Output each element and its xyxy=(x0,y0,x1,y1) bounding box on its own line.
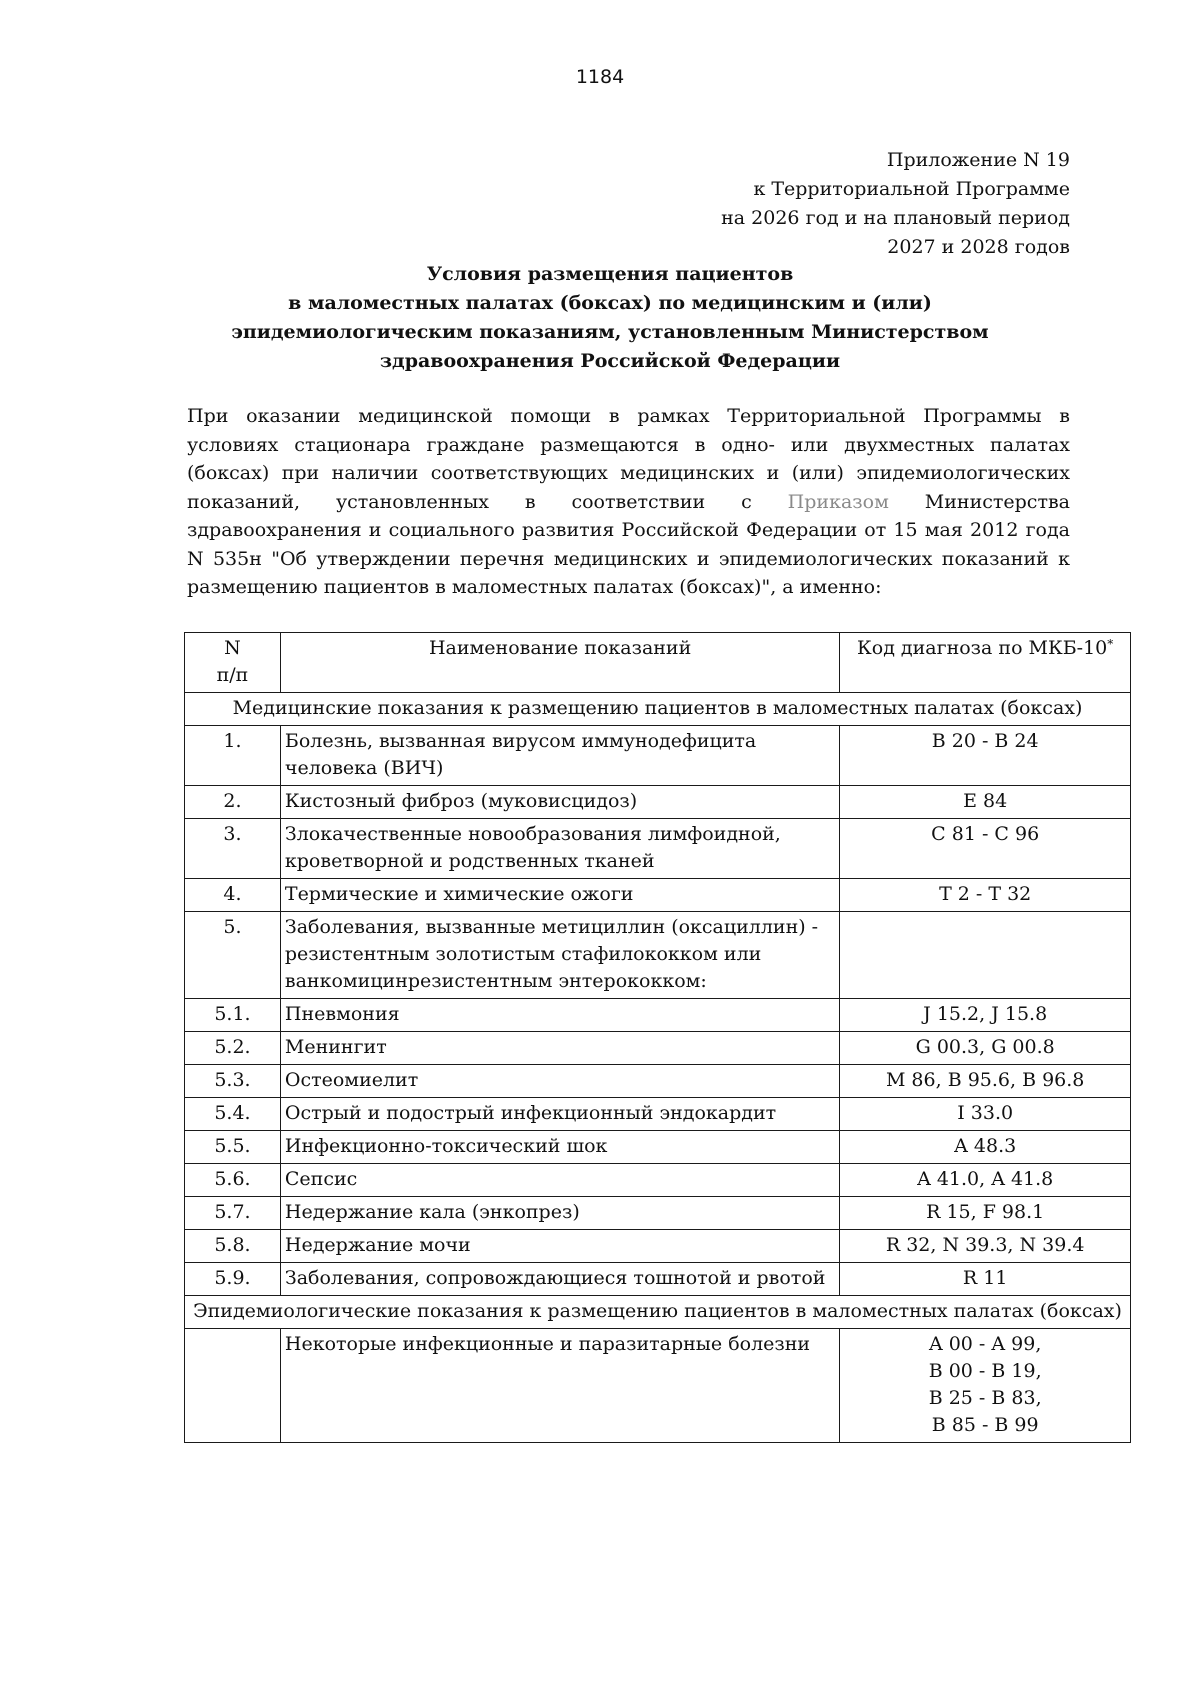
code-line: B 25 - B 83, xyxy=(928,1387,1042,1409)
section-row-medical xyxy=(185,693,1131,726)
table-row xyxy=(185,879,1131,912)
table-row xyxy=(185,1098,1131,1131)
table-row xyxy=(185,1197,1131,1230)
table-row xyxy=(185,1164,1131,1197)
title-line: в маломестных палатах (боксах) по медицинским и (или) эпидемиологическим показаниям, установленным Министерством здравоохранения Российской Федерации xyxy=(231,292,989,372)
row-name: Заболевания, сопровождающиеся тошнотой и рвотой xyxy=(280,1263,839,1296)
row-number: 4. xyxy=(185,879,281,912)
table-row xyxy=(185,1329,1131,1443)
table-row xyxy=(185,1263,1131,1296)
row-number: 5.4. xyxy=(185,1098,281,1131)
row-name: Сепсис xyxy=(280,1164,839,1197)
section-title: Эпидемиологические показания к размещению пациентов в маломестных палатах (боксах) xyxy=(185,1296,1131,1329)
intro-text-before: При оказании медицинской помощи в рамках Территориальной Программы в условиях стационара граждане размещаются в одно- или двухместных палатах (боксах) при наличии соответствующих медицинских и (или) эпидемиологических показаний, установленных в соответствии с xyxy=(187,405,1070,513)
row-name: Термические и химические ожоги xyxy=(280,879,839,912)
row-name: Злокачественные новообразования лимфоидной, кроветворной и родственных тканей xyxy=(280,819,839,879)
row-code: C 81 - C 96 xyxy=(840,819,1131,879)
row-code: R 32, N 39.3, N 39.4 xyxy=(840,1230,1131,1263)
row-code xyxy=(840,1329,1131,1443)
row-number: 5.6. xyxy=(185,1164,281,1197)
row-name: Менингит xyxy=(280,1032,839,1065)
row-number: 2. xyxy=(185,786,281,819)
indications-table xyxy=(184,632,1131,1443)
row-number: 3. xyxy=(185,819,281,879)
row-number: 5. xyxy=(185,912,281,999)
row-name: Заболевания, вызванные метициллин (оксациллин) - резистентным золотистым стафилококком или ванкомицинрезистентным энтерококком: xyxy=(280,912,839,999)
appendix-line: Приложение N 19 xyxy=(886,149,1070,171)
code-line: B 85 - B 99 xyxy=(931,1414,1039,1436)
appendix-header xyxy=(721,146,1070,262)
section-row-epidemiological xyxy=(185,1296,1131,1329)
row-number: 5.9. xyxy=(185,1263,281,1296)
row-code: R 11 xyxy=(840,1263,1131,1296)
row-name: Остеомиелит xyxy=(280,1065,839,1098)
table-row xyxy=(185,1032,1131,1065)
row-number: 5.3. xyxy=(185,1065,281,1098)
row-code: I 33.0 xyxy=(840,1098,1131,1131)
row-code: M 86, B 95.6, B 96.8 xyxy=(840,1065,1131,1098)
row-name: Инфекционно-токсический шок xyxy=(280,1131,839,1164)
intro-text-after: Министерства здравоохранения и социального развития Российской Федерации от 15 мая 2012 года N 535н "Об утверждении перечня медицинских и эпидемиологических показаний к размещению пациентов в маломестных палатах (боксах)", а именно: xyxy=(187,490,1070,598)
table-row xyxy=(185,912,1131,999)
title-line: Условия размещения пациентов xyxy=(426,263,794,285)
header-number xyxy=(185,633,281,693)
code-line: A 00 - A 99, xyxy=(928,1333,1042,1355)
row-code: G 00.3, G 00.8 xyxy=(840,1032,1131,1065)
row-name: Кистозный фиброз (муковисцидоз) xyxy=(280,786,839,819)
header-number-line: N xyxy=(224,637,241,659)
table-row xyxy=(185,999,1131,1032)
table-row xyxy=(185,786,1131,819)
header-number-line: п/п xyxy=(216,664,249,686)
row-code xyxy=(840,912,1131,999)
row-name: Недержание кала (энкопрез) xyxy=(280,1197,839,1230)
row-name: Некоторые инфекционные и паразитарные болезни xyxy=(280,1329,839,1443)
header-name: Наименование показаний xyxy=(280,633,839,693)
document-title xyxy=(190,260,1030,376)
row-name: Недержание мочи xyxy=(280,1230,839,1263)
table-row xyxy=(185,726,1131,786)
row-code: J 15.2, J 15.8 xyxy=(840,999,1131,1032)
table-row xyxy=(185,819,1131,879)
table-header-row xyxy=(185,633,1131,693)
table-row xyxy=(185,1065,1131,1098)
row-code: T 2 - T 32 xyxy=(840,879,1131,912)
order-link[interactable]: Приказом xyxy=(787,490,889,513)
row-number: 5.5. xyxy=(185,1131,281,1164)
row-number: 5.8. xyxy=(185,1230,281,1263)
row-number: 5.7. xyxy=(185,1197,281,1230)
header-code-text: Код диагноза по МКБ-10 xyxy=(857,637,1108,659)
row-code: E 84 xyxy=(840,786,1131,819)
row-number: 5.1. xyxy=(185,999,281,1032)
appendix-line: 2027 и 2028 годов xyxy=(887,236,1070,258)
row-number: 5.2. xyxy=(185,1032,281,1065)
footnote-mark: * xyxy=(1107,637,1114,651)
row-name: Острый и подострый инфекционный эндокардит xyxy=(280,1098,839,1131)
appendix-line: к Территориальной Программе xyxy=(753,178,1070,200)
row-number: 1. xyxy=(185,726,281,786)
code-line: B 00 - B 19, xyxy=(928,1360,1042,1382)
row-number xyxy=(185,1329,281,1443)
row-code: B 20 - B 24 xyxy=(840,726,1131,786)
row-code: R 15, F 98.1 xyxy=(840,1197,1131,1230)
row-code: A 41.0, A 41.8 xyxy=(840,1164,1131,1197)
row-name: Пневмония xyxy=(280,999,839,1032)
intro-paragraph xyxy=(187,402,1070,602)
table-row xyxy=(185,1230,1131,1263)
header-code xyxy=(840,633,1131,693)
table-row xyxy=(185,1131,1131,1164)
section-title: Медицинские показания к размещению пациентов в маломестных палатах (боксах) xyxy=(185,693,1131,726)
row-code: A 48.3 xyxy=(840,1131,1131,1164)
appendix-line: на 2026 год и на плановый период xyxy=(721,207,1070,229)
page-number: 1184 xyxy=(575,66,625,88)
row-name: Болезнь, вызванная вирусом иммунодефицита человека (ВИЧ) xyxy=(280,726,839,786)
